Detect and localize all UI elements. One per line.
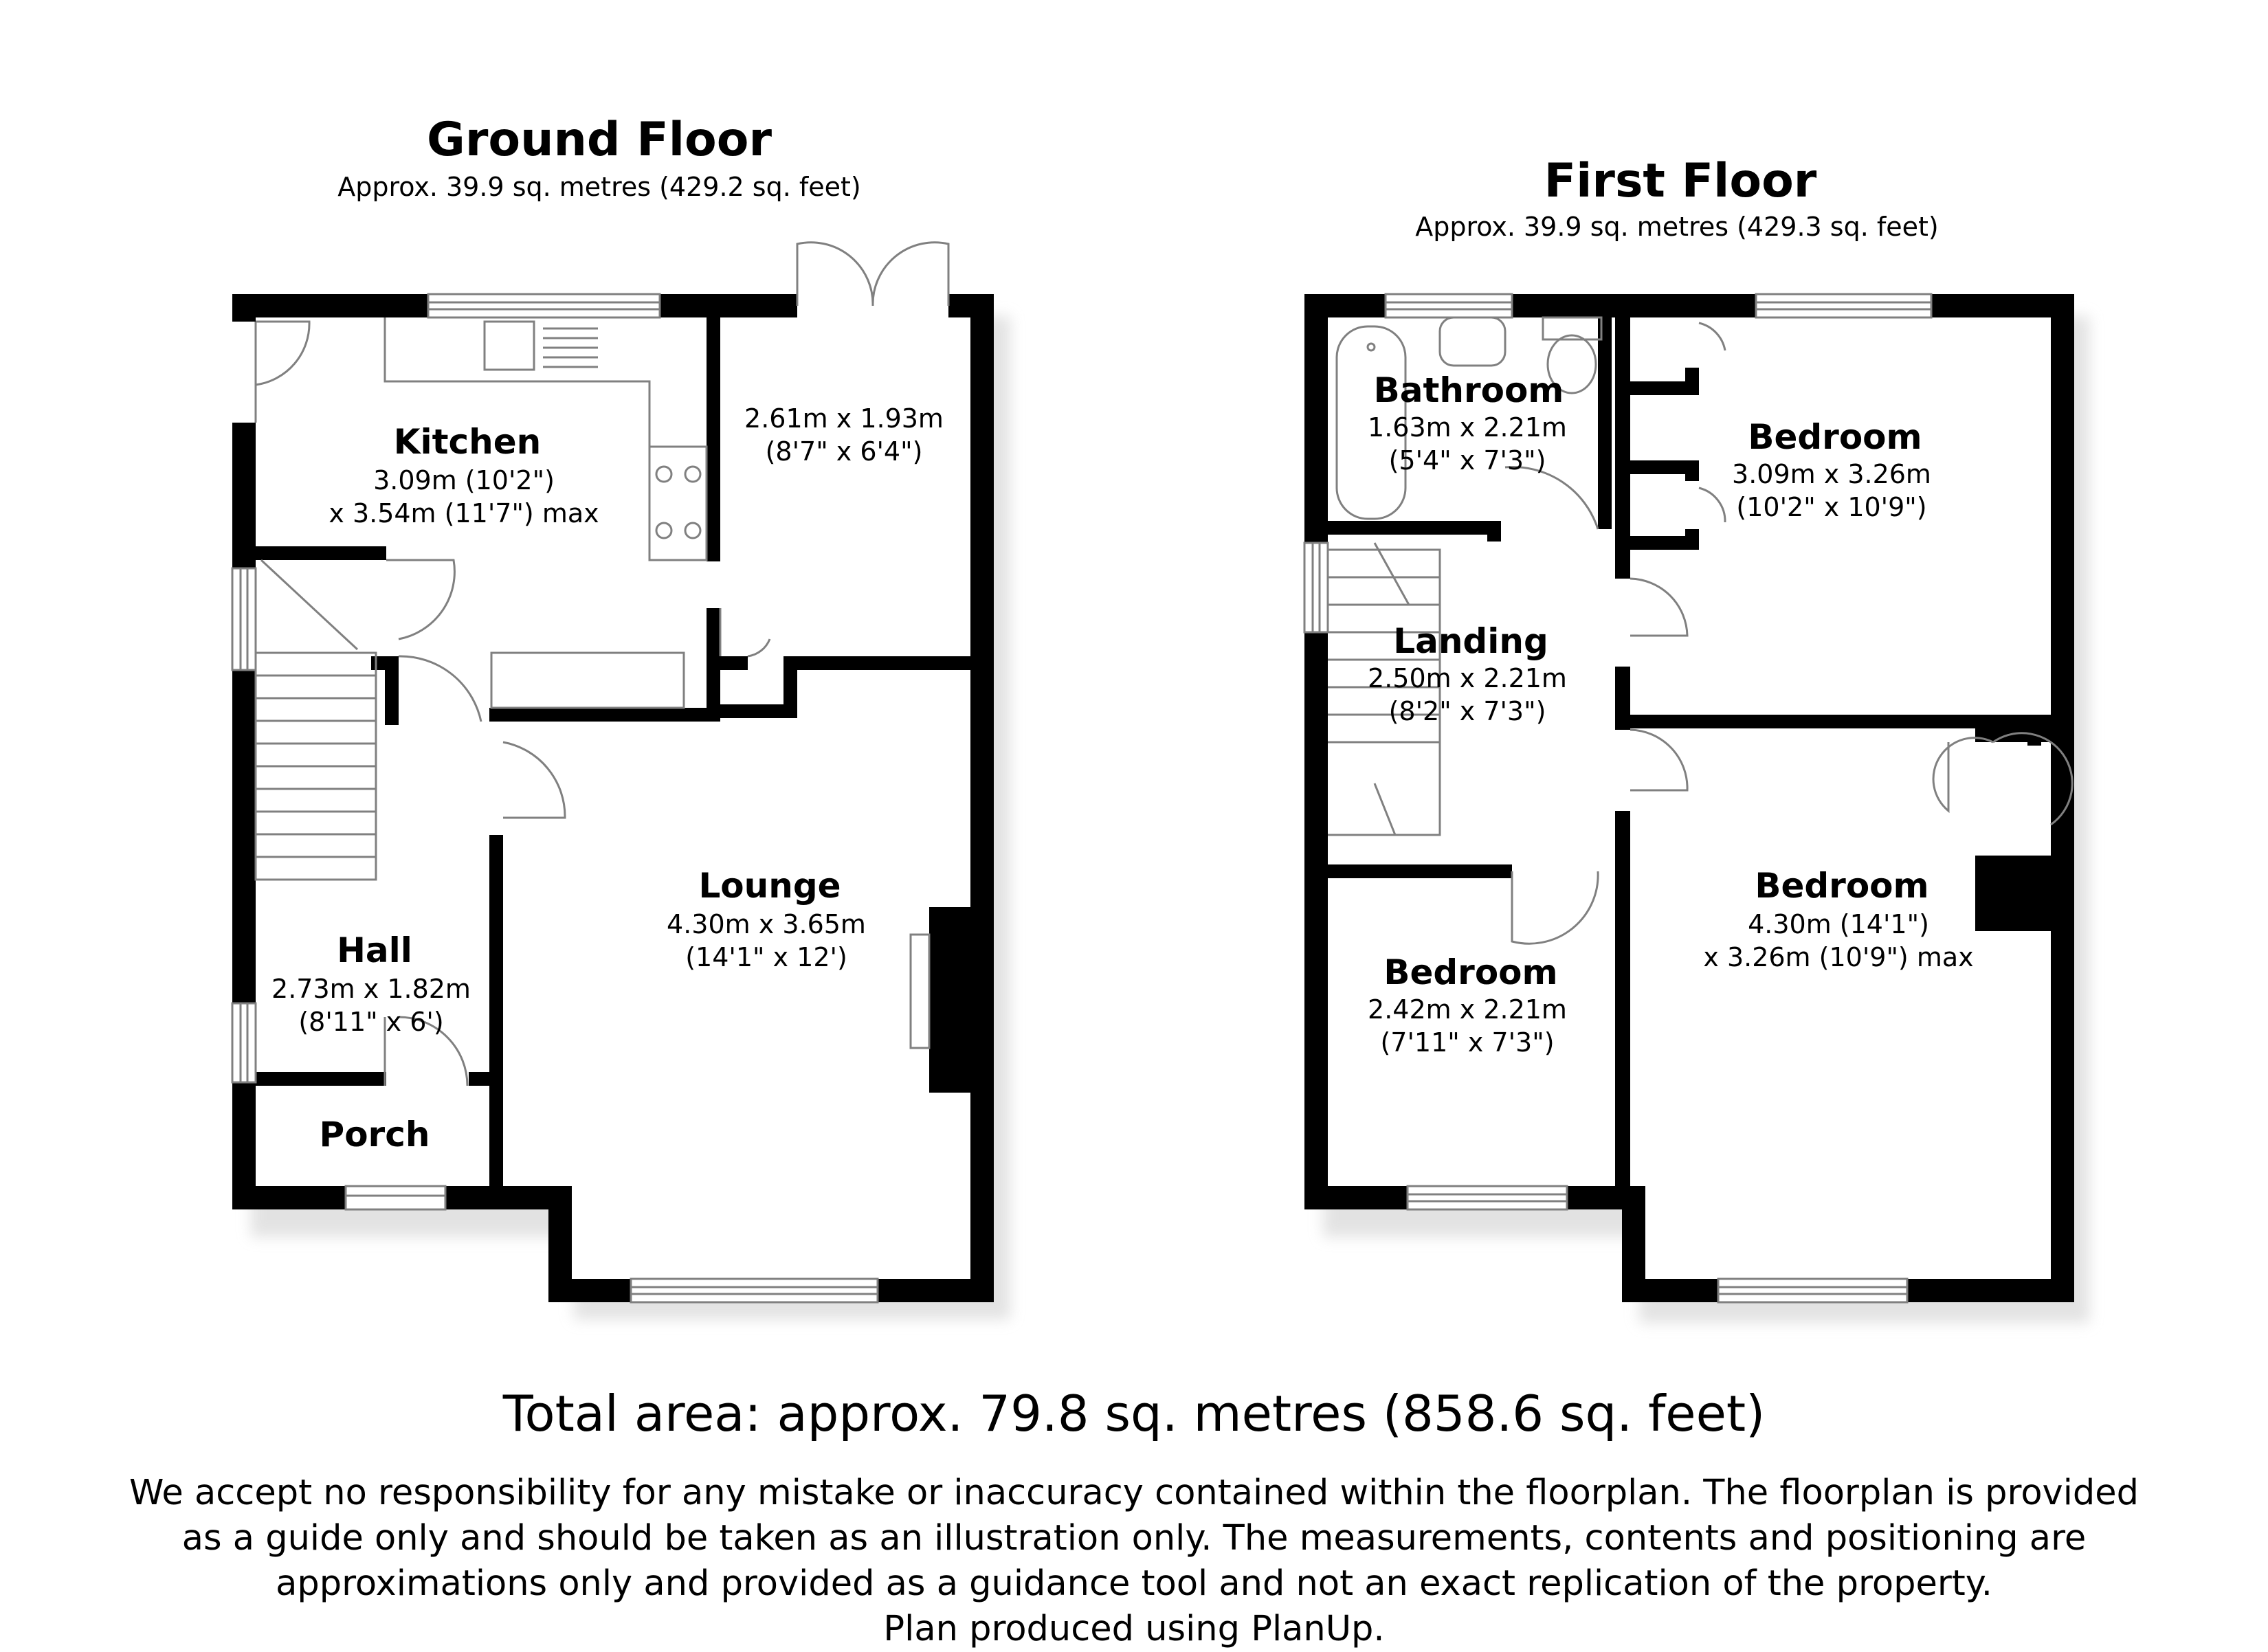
kitchen-label: Kitchen bbox=[393, 422, 542, 462]
total-area: Total area: approx. 79.8 sq. metres (858.6 sq. feet) bbox=[502, 1385, 1766, 1442]
bathroom-dim-2: (5'4" x 7'3") bbox=[1388, 445, 1546, 476]
disclaimer-line: We accept no responsibility for any mistake or inaccuracy contained within the floorplan. The floorplan is provided bbox=[129, 1473, 2139, 1513]
kitchen-dim-2: x 3.54m (11'7") max bbox=[329, 498, 599, 528]
first-floor-plan bbox=[1304, 154, 2089, 1323]
disclaimer-line: Plan produced using PlanUp. bbox=[883, 1609, 1385, 1649]
bedroom-rear-dim-1: 3.09m x 3.26m bbox=[1732, 459, 1931, 489]
utility-dim-1: 2.61m x 1.93m bbox=[744, 403, 944, 434]
lounge-label: Lounge bbox=[698, 866, 841, 906]
hall-dim-2: (8'11" x 6') bbox=[298, 1007, 444, 1037]
landing-label: Landing bbox=[1393, 621, 1548, 661]
disclaimer bbox=[0, 1471, 2268, 1652]
bathroom-dim-1: 1.63m x 2.21m bbox=[1368, 412, 1567, 443]
ground-floor-area: Approx. 39.9 sq. metres (429.2 sq. feet) bbox=[337, 172, 861, 202]
landing-dim-1: 2.50m x 2.21m bbox=[1368, 663, 1567, 693]
landing-dim-2: (8'2" x 7'3") bbox=[1388, 696, 1546, 726]
hall-dim-1: 2.73m x 1.82m bbox=[271, 974, 471, 1004]
bedroom-small-label: Bedroom bbox=[1383, 952, 1558, 992]
bedroom-small-dim-2: (7'11" x 7'3") bbox=[1380, 1027, 1555, 1058]
bedroom-small-dim-1: 2.42m x 2.21m bbox=[1368, 994, 1567, 1025]
bedroom-front-label: Bedroom bbox=[1755, 866, 1929, 906]
disclaimer-line: approximations only and provided as a guidance tool and not an exact replication of the property. bbox=[276, 1563, 1992, 1604]
bedroom-rear-label: Bedroom bbox=[1748, 417, 1922, 457]
ground-floor-plan bbox=[232, 113, 1010, 1319]
bedroom-front-dim-1: 4.30m (14'1") bbox=[1748, 909, 1929, 939]
lounge-dim-2: (14'1" x 12') bbox=[685, 942, 847, 972]
kitchen-dim-1: 3.09m (10'2") bbox=[373, 465, 555, 495]
first-floor-area: Approx. 39.9 sq. metres (429.3 sq. feet) bbox=[1415, 212, 1939, 242]
bedroom-rear-dim-2: (10'2" x 10'9") bbox=[1736, 492, 1927, 522]
first-floor-title: First Floor bbox=[1544, 154, 1817, 208]
lounge-dim-1: 4.30m x 3.65m bbox=[667, 909, 866, 939]
bedroom-front-dim-2: x 3.26m (10'9") max bbox=[1703, 942, 1974, 972]
ground-floor-title: Ground Floor bbox=[427, 113, 772, 167]
hall-label: Hall bbox=[337, 930, 412, 970]
utility-dim-2: (8'7" x 6'4") bbox=[765, 436, 923, 467]
disclaimer-line: as a guide only and should be taken as an illustration only. The measurements, contents and positioning are bbox=[181, 1518, 2087, 1559]
bathroom-label: Bathroom bbox=[1373, 370, 1564, 410]
porch-label: Porch bbox=[319, 1115, 430, 1154]
